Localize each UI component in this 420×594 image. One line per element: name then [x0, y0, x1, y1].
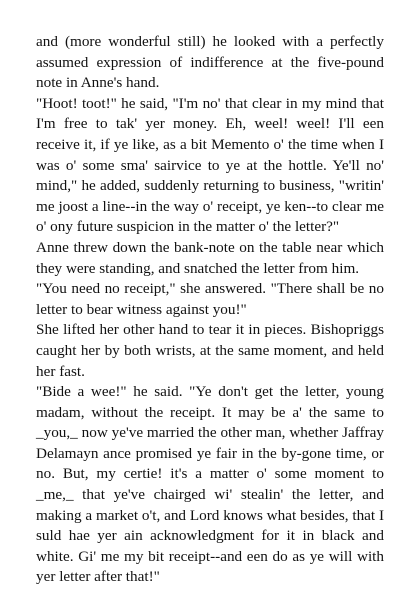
paragraph-2: "Hoot! toot!" he said, "I'm no' that clear in my mind that I'm free to tak' yer money. Eh, weel! weel! I'll een receive it, if ye like, as a bit Memento o' the time when I was o' some sma' sairvice to ye at the hottle. Ye'll no' mind," he added, suddenly returning to business, "writin' me joost a line--in the way o' receipt, ye ken--to clear me o' ony future suspicion in the matter o' the letter?"	[36, 94, 384, 236]
paragraph-1: and (more wonderful still) he looked with a perfectly assumed expression of indifference at the five-pound note in Anne's hand.	[36, 33, 384, 92]
paragraph-4: "You need no receipt," she answered. "There shall be no letter to bear witness against you!"	[36, 280, 384, 318]
page-text	[36, 32, 384, 588]
paragraph-5: She lifted her other hand to tear it in pieces. Bishopriggs caught her by both wrists, at the same moment, and held her fast.	[36, 321, 384, 380]
paragraph-6: "Bide a wee!" he said. "Ye don't get the letter, young madam, without the receipt. It may be a' the same to _you,_ now ye've married the other man, whether Jaffray Delamayn ance promised ye fair in the by-gone time, or no. But, my certie! it's a matter o' some moment to _me,_ that ye've chairged wi' stealin' the letter, and making a market o't, and Lord knows what besides, that I suld hae yer ain acknowledgment for it in black and white. Gi' me my bit receipt--and een do as ye will with yer letter after that!"	[36, 383, 384, 586]
paragraph-3: Anne threw down the bank-note on the table near which they were standing, and snatched the letter from him.	[36, 238, 384, 277]
